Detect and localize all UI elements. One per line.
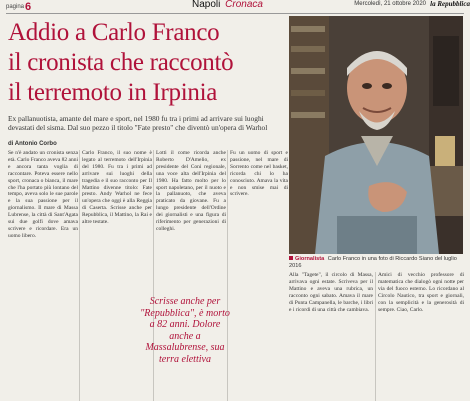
caption-marker-icon: [289, 256, 293, 260]
caption-label: Giornalista: [295, 256, 325, 262]
page-number: 6: [25, 1, 32, 13]
headline-line-1: Addio a Carlo Franco: [8, 19, 220, 46]
body-column-5: Alla "Tagete", il circolo di Massa, arrivava ogni estate. Scriveva per il Mattino e aveva una rubrica, un racconto ogni sabato. Amava il mare di Punta Campanella, le barche, i libri e i ricordi di una città che cambiava.: [289, 272, 373, 313]
photo-caption: [289, 256, 463, 269]
subheadline: Ex pallanuotista, amante del mare e sport, nel 1980 fu tra i primi ad arrivare sui luoghi devastati del sisma. Dal suo pezzo il titolo "Fate presto" che diventò un'opera di Warhol: [8, 114, 268, 132]
headline-line-3: il terremoto in Irpinia: [8, 79, 218, 106]
section-subname: Cronaca: [225, 0, 263, 10]
headline: [8, 18, 283, 108]
body-column-6: Amici di vecchio professore di matematica che dialogò ogni notte per via del fuoco esterno. Lo ricordano al Circolo Nautico, tra sport e giornali, con la semplicità e la generosità di sempre. Ciao, Carlo.: [378, 272, 464, 313]
section-name: Napoli: [192, 0, 221, 10]
newspaper-name: la Repubblica: [430, 0, 470, 8]
portrait-photo: [289, 16, 463, 254]
page-label: pagina: [6, 4, 25, 10]
headline-line-2: il cronista che raccontò: [8, 49, 234, 76]
byline: di Antonio Corbo: [8, 141, 57, 147]
body-column-3: Lotti il come ricorda anche Roberto D'Amelio, ex presidente del Coni regionale, una voce alta dell'Irpinia del 1980. Ha fatto molto per lo sport napoletano, per il nuoto e la pallanuoto, che aveva praticato da giovane. Fu a lungo presidente dell'Ordine dei giornalisti e una figura di riferimento per generazioni di colleghi.: [156, 150, 226, 232]
column-divider: [375, 272, 376, 401]
column-divider: [79, 150, 80, 401]
body-column-2: Carlo Franco, il suo nome è legato al terremoto dell'Irpinia del 1980. Fu tra i primi ad arrivare sui luoghi della tragedia e il suo racconto per Il Mattino divenne titolo: Fate presto. Andy Warhol ne fece un'opera che oggi è alla Reggia di Caserta. Scrisse anche per Repubblica, il Mattino, la Rai e altre testate.: [82, 150, 152, 226]
section-title: [192, 0, 263, 10]
pull-quote: Scrisse anche per "Repubblica", è morto a 82 anni. Dolore anche a Massalubrense, sua terra elettiva: [140, 296, 230, 365]
body-column-1: Se n'è andato un cronista senza età. Carlo Franco aveva 82 anni e ancora tanta voglia di raccontare. Poteva essere nello sport, cronaca o bianca, il mare che l'ha portato più lontano del tempo, aveva solo le sue parole e la sua passione per il giornalismo. Il mare di Massa Lubrense, la città di Sant'Agata sui due golfi dove amava scrivere e ricordare. Era un uomo libero.: [8, 150, 78, 239]
date-line: Mercoledì, 21 ottobre 2020: [354, 1, 426, 7]
portrait-illustration: [289, 16, 463, 254]
body-column-4: Fu un uomo di sport e passione, nel mare di Sorrento come nel basket, ricorda chi lo ha conosciuto. Amava la vita e non smise mai di scrivere.: [230, 150, 288, 198]
header-divider: [6, 13, 464, 14]
caption-text: Carlo Franco in una foto di Riccardo Siano del luglio 2016: [289, 256, 457, 269]
